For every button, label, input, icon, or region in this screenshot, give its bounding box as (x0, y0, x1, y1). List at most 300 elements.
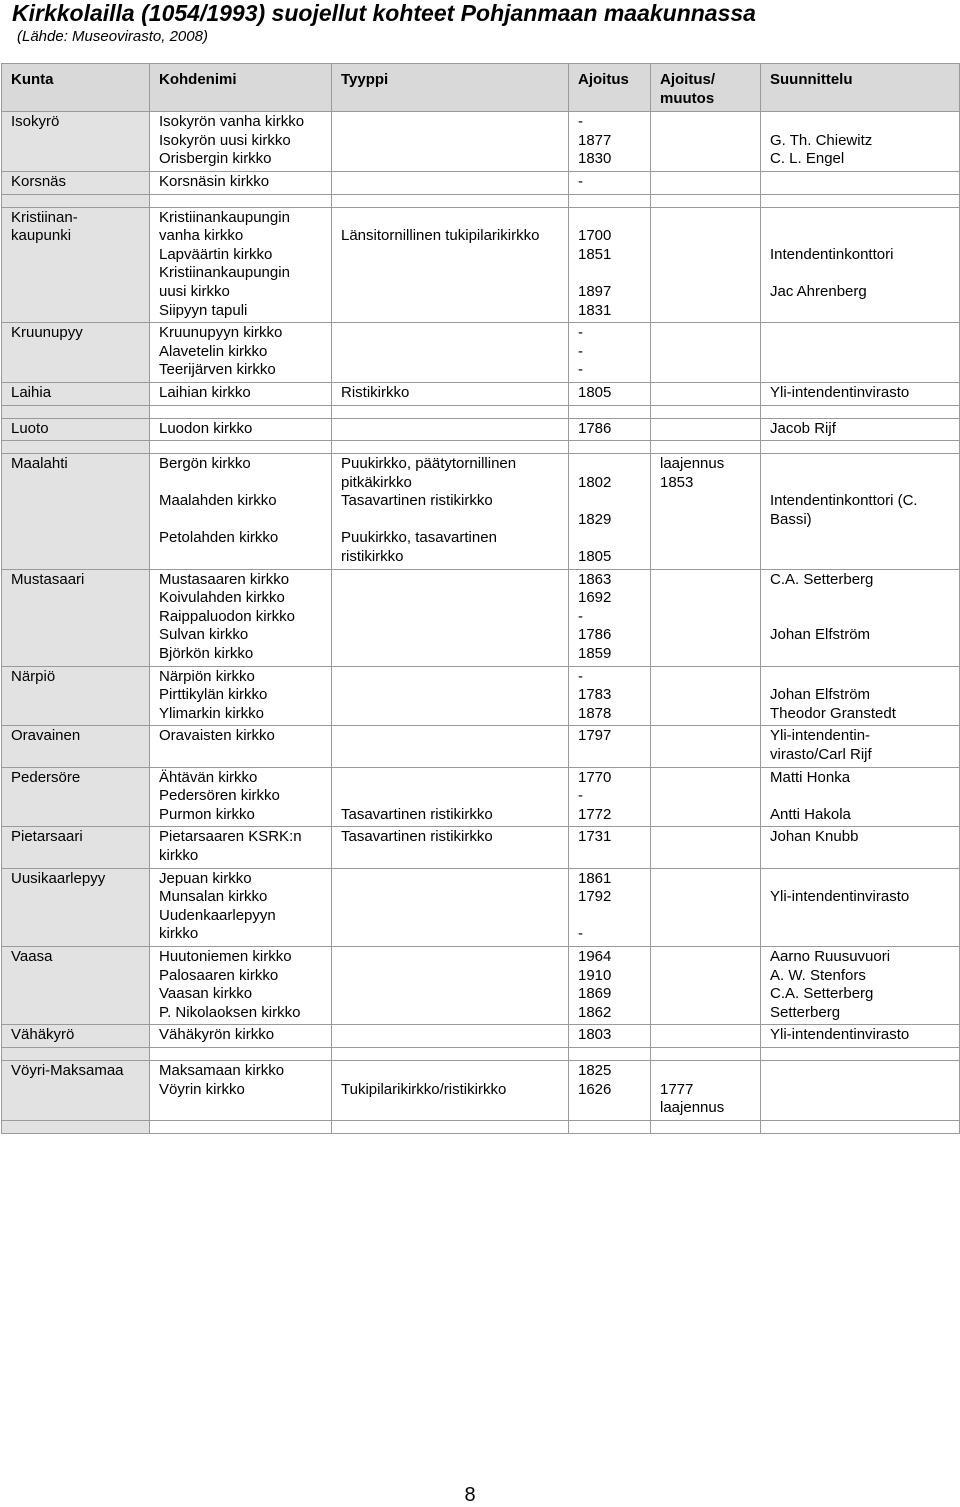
kunta-cell (2, 868, 150, 946)
tyyppi-cell (332, 946, 569, 1024)
cell-line (770, 455, 950, 474)
cell-line: - (578, 113, 583, 131)
ajoitus-muutos-cell (651, 946, 761, 1024)
kohdenimi-cell (150, 207, 332, 323)
spacer-cell (2, 194, 150, 207)
cell-line: Kristiinankaupungin (159, 208, 290, 226)
cell-line: Oravaisten kirkko (159, 727, 275, 745)
table-row (2, 666, 960, 726)
kohdenimi-cell (150, 418, 332, 441)
cell-line: 1863 (578, 570, 612, 588)
kunta-cell (2, 171, 150, 194)
document-subtitle: (Lähde: Museovirasto, 2008) (17, 28, 208, 45)
cell-line: Vöyrin kirkko (159, 1080, 245, 1098)
cell-line (341, 209, 559, 228)
ajoitus-cell (569, 171, 651, 194)
cell-line: Intendentinkonttori (770, 245, 894, 263)
ajoitus-muutos-cell (651, 454, 761, 570)
cell-line: 1692 (578, 589, 612, 607)
cell-line: Antti Hakola (770, 805, 851, 823)
ajoitus-muutos-cell (651, 767, 761, 827)
spacer-cell (332, 1120, 569, 1133)
kunta-cell (2, 1025, 150, 1048)
cell-line: - (578, 361, 583, 379)
table-row (2, 171, 960, 194)
cell-line: 1731 (578, 828, 612, 846)
spacer-cell (761, 1120, 960, 1133)
kohdenimi-cell (150, 1060, 332, 1120)
ajoitus-cell (569, 1060, 651, 1120)
spacer-cell (332, 441, 569, 454)
kohdenimi-cell (150, 382, 332, 405)
cell-line: Tukipilarikirkko/ristikirkko (341, 1080, 507, 1098)
tyyppi-cell (332, 207, 569, 323)
cell-line: Bassi) (770, 510, 812, 528)
cell-line: Länsitornillinen tukipilarikirkko (341, 227, 540, 245)
spacer-row (2, 1047, 960, 1060)
spacer-cell (2, 1120, 150, 1133)
cell-line: - (578, 607, 583, 625)
spacer-cell (761, 1047, 960, 1060)
cell-line: Raippaluodon kirkko (159, 607, 295, 625)
spacer-cell (150, 441, 332, 454)
suunnittelu-cell (761, 112, 960, 172)
cell-line: 1964 (578, 947, 612, 965)
cell-line: Pedersöre (11, 768, 81, 786)
tyyppi-cell (332, 666, 569, 726)
cell-line: Maalahden kirkko (159, 492, 277, 510)
table-row (2, 112, 960, 172)
document-title: Kirkkolailla (1054/1993) suojellut kohteet Pohjanmaan maakunnassa (12, 0, 756, 26)
ajoitus-cell (569, 323, 651, 383)
cell-line: Maalahti (11, 455, 68, 473)
ajoitus-cell (569, 827, 651, 868)
table-row (2, 767, 960, 827)
kunta-cell (2, 382, 150, 405)
spacer-row (2, 405, 960, 418)
tyyppi-cell (332, 827, 569, 868)
spacer-cell (332, 405, 569, 418)
cell-line (770, 227, 950, 246)
spacer-cell (651, 405, 761, 418)
spacer-cell (569, 194, 651, 207)
ajoitus-cell (569, 666, 651, 726)
kunta-cell (2, 767, 150, 827)
spacer-cell (569, 1120, 651, 1133)
cell-line: C. L. Engel (770, 150, 845, 168)
cell-line (770, 608, 950, 627)
ajoitus-muutos-cell (651, 666, 761, 726)
kunta-cell (2, 569, 150, 666)
ajoitus-muutos-cell (651, 868, 761, 946)
cell-line (770, 474, 950, 493)
spacer-cell (150, 1120, 332, 1133)
table-row (2, 207, 960, 323)
table-row (2, 382, 960, 405)
cell-line: 1831 (578, 301, 612, 319)
cell-line: 1910 (578, 966, 612, 984)
cell-line: 1802 (578, 473, 612, 491)
cell-line: P. Nikolaoksen kirkko (159, 1003, 301, 1021)
tyyppi-cell (332, 868, 569, 946)
cell-line: kaupunki (11, 227, 72, 245)
ajoitus-muutos-cell (651, 827, 761, 868)
suunnittelu-cell (761, 207, 960, 323)
cell-line: Setterberg (770, 1003, 841, 1021)
spacer-cell (332, 194, 569, 207)
cell-line: kirkko (159, 846, 199, 864)
cell-line: Petolahden kirkko (159, 529, 279, 547)
column-header-ajoitus: Ajoitus (569, 64, 651, 112)
cell-line (159, 511, 322, 530)
cell-line: 1825 (578, 1061, 612, 1079)
table-row (2, 868, 960, 946)
suunnittelu-cell (761, 666, 960, 726)
kunta-cell (2, 454, 150, 570)
table-row (2, 726, 960, 767)
cell-line: Yli-intendentinvirasto (770, 383, 910, 401)
cell-line: Johan Knubb (770, 828, 859, 846)
tyyppi-cell (332, 569, 569, 666)
cell-line (770, 870, 950, 889)
spacer-cell (2, 441, 150, 454)
cell-line: 1797 (578, 727, 612, 745)
cell-line: Vaasan kirkko (159, 985, 253, 1003)
suunnittelu-cell (761, 418, 960, 441)
tyyppi-cell (332, 767, 569, 827)
column-header-kunta: Kunta (2, 64, 150, 112)
cell-line: Maksamaan kirkko (159, 1061, 285, 1079)
cell-line: vanha kirkko (159, 227, 244, 245)
cell-line: 1877 (578, 131, 612, 149)
suunnittelu-cell (761, 827, 960, 868)
cell-line: G. Th. Chiewitz (770, 131, 873, 149)
kunta-cell (2, 666, 150, 726)
cell-line: Kruunupyyn kirkko (159, 324, 283, 342)
cell-line: 1861 (578, 869, 612, 887)
cell-line: Isokyrön uusi kirkko (159, 131, 291, 149)
cell-line: 1805 (578, 383, 612, 401)
cell-line: - (578, 787, 583, 805)
column-header-ajoitus-muutos: Ajoitus/ muutos (651, 64, 761, 112)
cell-line: 1853 (660, 473, 694, 491)
cell-line: Koivulahden kirkko (159, 589, 285, 607)
suunnittelu-cell (761, 171, 960, 194)
table-row (2, 323, 960, 383)
ajoitus-muutos-cell (651, 418, 761, 441)
cell-line: Ristikirkko (341, 383, 410, 401)
cell-line: Jepuan kirkko (159, 869, 252, 887)
cell-line: Närpiö (11, 667, 56, 685)
cell-line: Vähäkyrö (11, 1026, 75, 1044)
cell-line: - (578, 925, 583, 943)
cell-line: Jac Ahrenberg (770, 282, 867, 300)
cell-line: Munsalan kirkko (159, 888, 268, 906)
cell-line (578, 907, 641, 926)
cell-line: Isokyrön vanha kirkko (159, 113, 305, 131)
spacer-cell (569, 441, 651, 454)
cell-line: Jacob Rijf (770, 419, 836, 437)
cell-line: Mustasaari (11, 570, 85, 588)
cell-line: Laihia (11, 383, 52, 401)
cell-line (578, 209, 641, 228)
cell-line: Oravainen (11, 727, 81, 745)
suunnittelu-cell (761, 1060, 960, 1120)
suunnittelu-cell (761, 382, 960, 405)
cell-line: Sulvan kirkko (159, 626, 249, 644)
suunnittelu-cell (761, 946, 960, 1024)
spacer-cell (569, 405, 651, 418)
cell-line: Huutoniemen kirkko (159, 947, 292, 965)
cell-line: C.A. Setterberg (770, 570, 874, 588)
kohdenimi-cell (150, 946, 332, 1024)
cell-line: 1851 (578, 245, 612, 263)
ajoitus-cell (569, 767, 651, 827)
cell-line: 1803 (578, 1026, 612, 1044)
ajoitus-cell (569, 726, 651, 767)
suunnittelu-cell (761, 1025, 960, 1048)
kohdenimi-cell (150, 767, 332, 827)
cell-line: Puukirkko, päätytornillinen (341, 455, 517, 473)
kohdenimi-cell (150, 454, 332, 570)
spacer-cell (332, 1047, 569, 1060)
kunta-cell (2, 323, 150, 383)
cell-line: laajennus (660, 1099, 725, 1117)
kunta-cell (2, 112, 150, 172)
cell-line (341, 1062, 559, 1081)
cell-line: Uusikaarlepyy (11, 869, 106, 887)
cell-line (770, 589, 950, 608)
spacer-cell (651, 441, 761, 454)
table-row (2, 569, 960, 666)
cell-line: Yli-intendentinvirasto (770, 888, 910, 906)
tyyppi-cell (332, 418, 569, 441)
cell-line: uusi kirkko (159, 282, 230, 300)
cell-line: C.A. Setterberg (770, 985, 874, 1003)
kohdenimi-cell (150, 323, 332, 383)
cell-line: - (578, 172, 583, 190)
cell-line: Vähäkyrön kirkko (159, 1026, 275, 1044)
cell-line: Pirttikylän kirkko (159, 686, 268, 704)
suunnittelu-cell (761, 569, 960, 666)
cell-line (341, 511, 559, 530)
cell-line (770, 668, 950, 687)
cell-line: Intendentinkonttori (C. (770, 492, 918, 510)
cell-line: Luodon kirkko (159, 419, 253, 437)
cell-line: Mustasaaren kirkko (159, 570, 290, 588)
kohdenimi-cell (150, 666, 332, 726)
table-body (2, 112, 960, 1134)
spacer-row (2, 441, 960, 454)
cell-line: Palosaaren kirkko (159, 966, 279, 984)
cell-line (578, 264, 641, 283)
tyyppi-cell (332, 1060, 569, 1120)
kunta-cell (2, 726, 150, 767)
kohdenimi-cell (150, 726, 332, 767)
cell-line: Närpiön kirkko (159, 667, 255, 685)
cell-line: 1897 (578, 282, 612, 300)
kohdenimi-cell (150, 171, 332, 194)
column-header-suunnittelu: Suunnittelu (761, 64, 960, 112)
cell-line: 1786 (578, 419, 612, 437)
kunta-cell (2, 1060, 150, 1120)
cell-line: 1770 (578, 768, 612, 786)
cell-line: Tasavartinen ristikirkko (341, 492, 493, 510)
suunnittelu-cell (761, 323, 960, 383)
cell-line (770, 264, 950, 283)
kohdenimi-cell (150, 827, 332, 868)
table-header-row (2, 64, 960, 112)
cell-line (159, 474, 322, 493)
suunnittelu-cell (761, 767, 960, 827)
spacer-row (2, 1120, 960, 1133)
spacer-cell (2, 405, 150, 418)
ajoitus-muutos-cell (651, 726, 761, 767)
ajoitus-muutos-cell (651, 207, 761, 323)
cell-line: 1878 (578, 704, 612, 722)
cell-line: 1700 (578, 227, 612, 245)
cell-line: Johan Elfström (770, 686, 871, 704)
cell-line: Aarno Ruusuvuori (770, 947, 891, 965)
ajoitus-muutos-cell (651, 382, 761, 405)
cell-line (770, 787, 950, 806)
cell-line: 1792 (578, 888, 612, 906)
column-header-tyyppi: Tyyppi (332, 64, 569, 112)
spacer-cell (150, 1047, 332, 1060)
cell-line: A. W. Stenfors (770, 966, 866, 984)
ajoitus-cell (569, 112, 651, 172)
spacer-cell (651, 1047, 761, 1060)
cell-line: ristikirkko (341, 548, 404, 566)
cell-line: Luoto (11, 419, 49, 437)
table-row (2, 827, 960, 868)
cell-line: - (578, 342, 583, 360)
cell-line: Yli-intendentin- (770, 727, 871, 745)
cell-line: Ylimarkin kirkko (159, 704, 265, 722)
tyyppi-cell (332, 171, 569, 194)
tyyppi-cell (332, 1025, 569, 1048)
kunta-cell (2, 207, 150, 323)
cell-line: Kristiinankaupungin (159, 264, 290, 282)
cell-line: pitkäkirkko (341, 473, 412, 491)
suunnittelu-cell (761, 726, 960, 767)
kunta-cell (2, 827, 150, 868)
spacer-cell (569, 1047, 651, 1060)
ajoitus-muutos-cell (651, 569, 761, 666)
ajoitus-muutos-cell (651, 112, 761, 172)
column-header-kohdenimi: Kohdenimi (150, 64, 332, 112)
cell-line: Pietarsaari (11, 828, 83, 846)
ajoitus-cell (569, 1025, 651, 1048)
spacer-cell (651, 194, 761, 207)
spacer-cell (761, 441, 960, 454)
cell-line: Vaasa (11, 947, 53, 965)
cell-line: 1869 (578, 985, 612, 1003)
cell-line: Björkön kirkko (159, 645, 254, 663)
cell-line (578, 492, 641, 511)
kunta-cell (2, 418, 150, 441)
cell-line (660, 1062, 751, 1081)
spacer-cell (2, 1047, 150, 1060)
cell-line: Korsnäsin kirkko (159, 172, 270, 190)
ajoitus-cell (569, 418, 651, 441)
cell-line: Tasavartinen ristikirkko (341, 805, 493, 823)
cell-line (770, 209, 950, 228)
ajoitus-cell (569, 946, 651, 1024)
cell-line (578, 529, 641, 548)
cell-line: Teerijärven kirkko (159, 361, 276, 379)
ajoitus-cell (569, 868, 651, 946)
cell-line (341, 787, 559, 806)
cell-line: 1777 (660, 1080, 694, 1098)
cell-line: 1805 (578, 548, 612, 566)
cell-line: 1786 (578, 626, 612, 644)
cell-line: Puukirkko, tasavartinen (341, 529, 497, 547)
cell-line: 1859 (578, 645, 612, 663)
tyyppi-cell (332, 112, 569, 172)
table-row (2, 946, 960, 1024)
spacer-cell (150, 405, 332, 418)
cell-line: 1783 (578, 686, 612, 704)
cell-line: Isokyrö (11, 113, 60, 131)
cell-line: Purmon kirkko (159, 805, 255, 823)
tyyppi-cell (332, 323, 569, 383)
cell-line: Johan Elfström (770, 626, 871, 644)
tyyppi-cell (332, 726, 569, 767)
cell-line: Korsnäs (11, 172, 67, 190)
kohdenimi-cell (150, 1025, 332, 1048)
cell-line: laajennus (660, 455, 725, 473)
ajoitus-cell (569, 569, 651, 666)
ajoitus-muutos-cell (651, 1025, 761, 1048)
spacer-cell (651, 1120, 761, 1133)
cell-line (341, 769, 559, 788)
kohdenimi-cell (150, 868, 332, 946)
protected-churches-table (1, 63, 960, 1134)
ajoitus-cell (569, 382, 651, 405)
suunnittelu-cell (761, 454, 960, 570)
cell-line: Lapväärtin kirkko (159, 245, 273, 263)
cell-line: - (578, 324, 583, 342)
table-row (2, 418, 960, 441)
cell-line: 1829 (578, 510, 612, 528)
ajoitus-muutos-cell (651, 1060, 761, 1120)
cell-line: Alavetelin kirkko (159, 342, 268, 360)
page-number: 8 (464, 1484, 476, 1506)
tyyppi-cell (332, 382, 569, 405)
cell-line: Pietarsaaren KSRK:n (159, 828, 302, 846)
table-row (2, 1060, 960, 1120)
ajoitus-cell (569, 207, 651, 323)
cell-line: Pedersören kirkko (159, 787, 280, 805)
suunnittelu-cell (761, 868, 960, 946)
spacer-row (2, 194, 960, 207)
cell-line (770, 113, 950, 132)
tyyppi-cell (332, 454, 569, 570)
cell-line: virasto/Carl Rijf (770, 746, 872, 763)
cell-line: 1830 (578, 150, 612, 168)
spacer-cell (150, 194, 332, 207)
cell-line: Yli-intendentinvirasto (770, 1026, 910, 1044)
cell-line: Uudenkaarlepyyn (159, 906, 276, 924)
cell-line: Laihian kirkko (159, 383, 251, 401)
cell-line: Kristiinan- (11, 208, 78, 226)
ajoitus-muutos-cell (651, 171, 761, 194)
cell-line: Matti Honka (770, 768, 851, 786)
cell-line: Tasavartinen ristikirkko (341, 828, 493, 846)
spacer-cell (761, 194, 960, 207)
cell-line: kirkko (159, 925, 199, 943)
